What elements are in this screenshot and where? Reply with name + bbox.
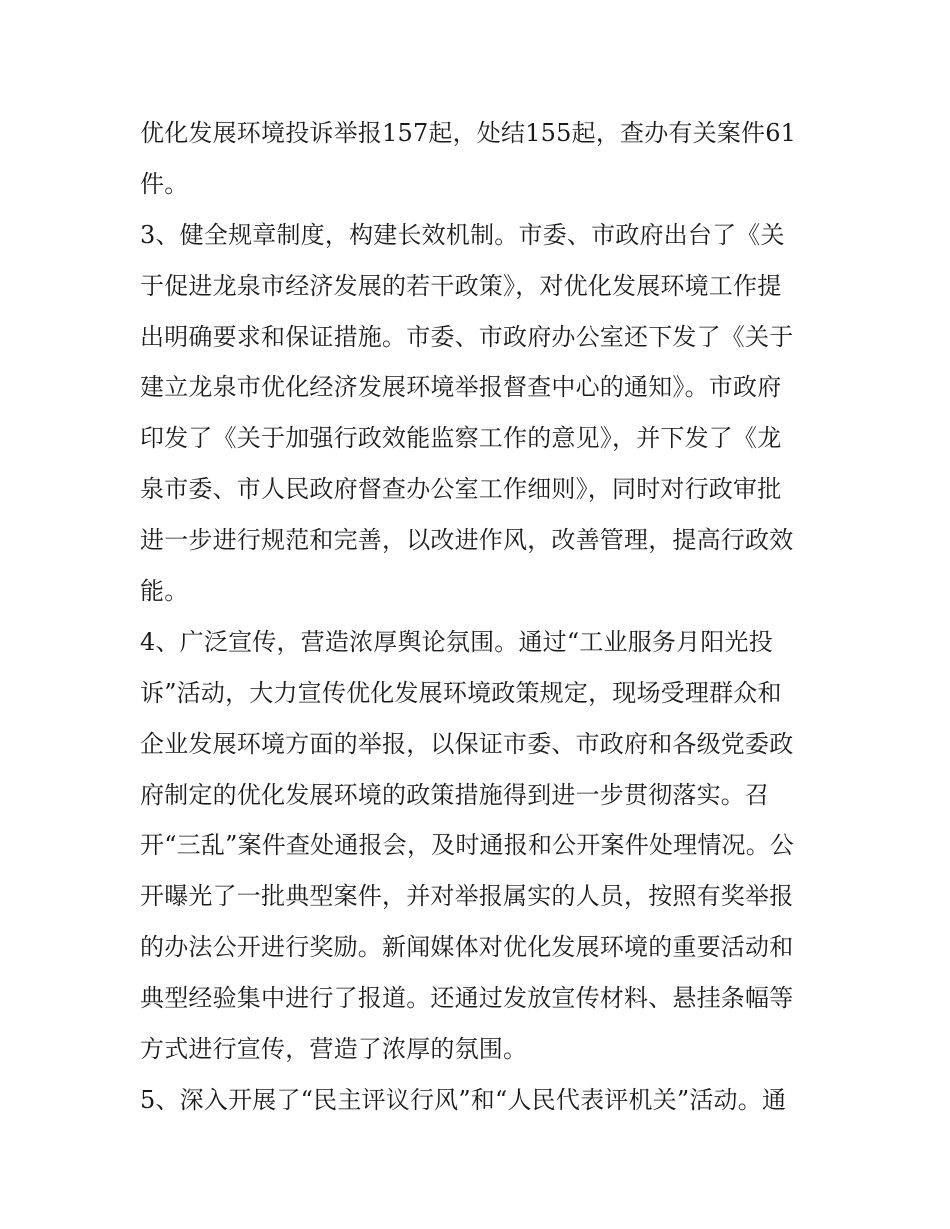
text-line: 印发了《关于加强行政效能监察工作的意见》，并下发了《龙 (140, 424, 782, 453)
text-line: 能。 (140, 577, 189, 606)
text-line: 进一步进行规范和完善，以改进作风，改善管理，提高行政效 (140, 526, 794, 555)
text-line: 开曝光了一批典型案件，并对举报属实的人员，按照有奖举报 (140, 882, 794, 911)
text-line: 方式进行宣传，营造了浓厚的氛围。 (140, 1035, 528, 1064)
text-line: 诉”活动，大力宣传优化发展环境政策规定，现场受理群众和 (140, 678, 782, 707)
text-line: 府制定的优化发展环境的政策措施得到进一步贯彻落实。召 (140, 780, 770, 809)
text-line: 建立龙泉市优化经济发展环境举报督查中心的通知》。市政府 (140, 373, 782, 402)
text-line: 泉市委、市人民政府督查办公室工作细则》，同时对行政审批 (140, 475, 782, 504)
text-line: 于促进龙泉市经济发展的若干政策》，对优化发展环境工作提 (140, 271, 782, 300)
text-line: 开“三乱”案件查处通报会，及时通报和公开案件处理情况。公 (140, 831, 795, 860)
text-line: 件。 (140, 169, 189, 198)
document-body (140, 108, 812, 1126)
text-line: 典型经验集中进行了报道。还通过发放宣传材料、悬挂条幅等 (140, 984, 794, 1013)
text-line: 优化发展环境投诉举报157起，处结155起，查办有关案件61 (140, 119, 797, 147)
text-line: 3、健全规章制度，构建长效机制。市委、市政府出台了《关 (140, 220, 785, 249)
text-line: 企业发展环境方面的举报，以保证市委、市政府和各级党委政 (140, 729, 794, 758)
text-line: 出明确要求和保证措施。市委、市政府办公室还下发了《关于 (140, 322, 794, 351)
text-line: 的办法公开进行奖励。新闻媒体对优化发展环境的重要活动和 (140, 933, 794, 962)
text-line: 5、深入开展了“民主评议行风”和“人民代表评机关”活动。通 (140, 1085, 787, 1114)
text-line: 4、广泛宣传，营造浓厚舆论氛围。通过“工业服务月阳光投 (140, 627, 773, 656)
